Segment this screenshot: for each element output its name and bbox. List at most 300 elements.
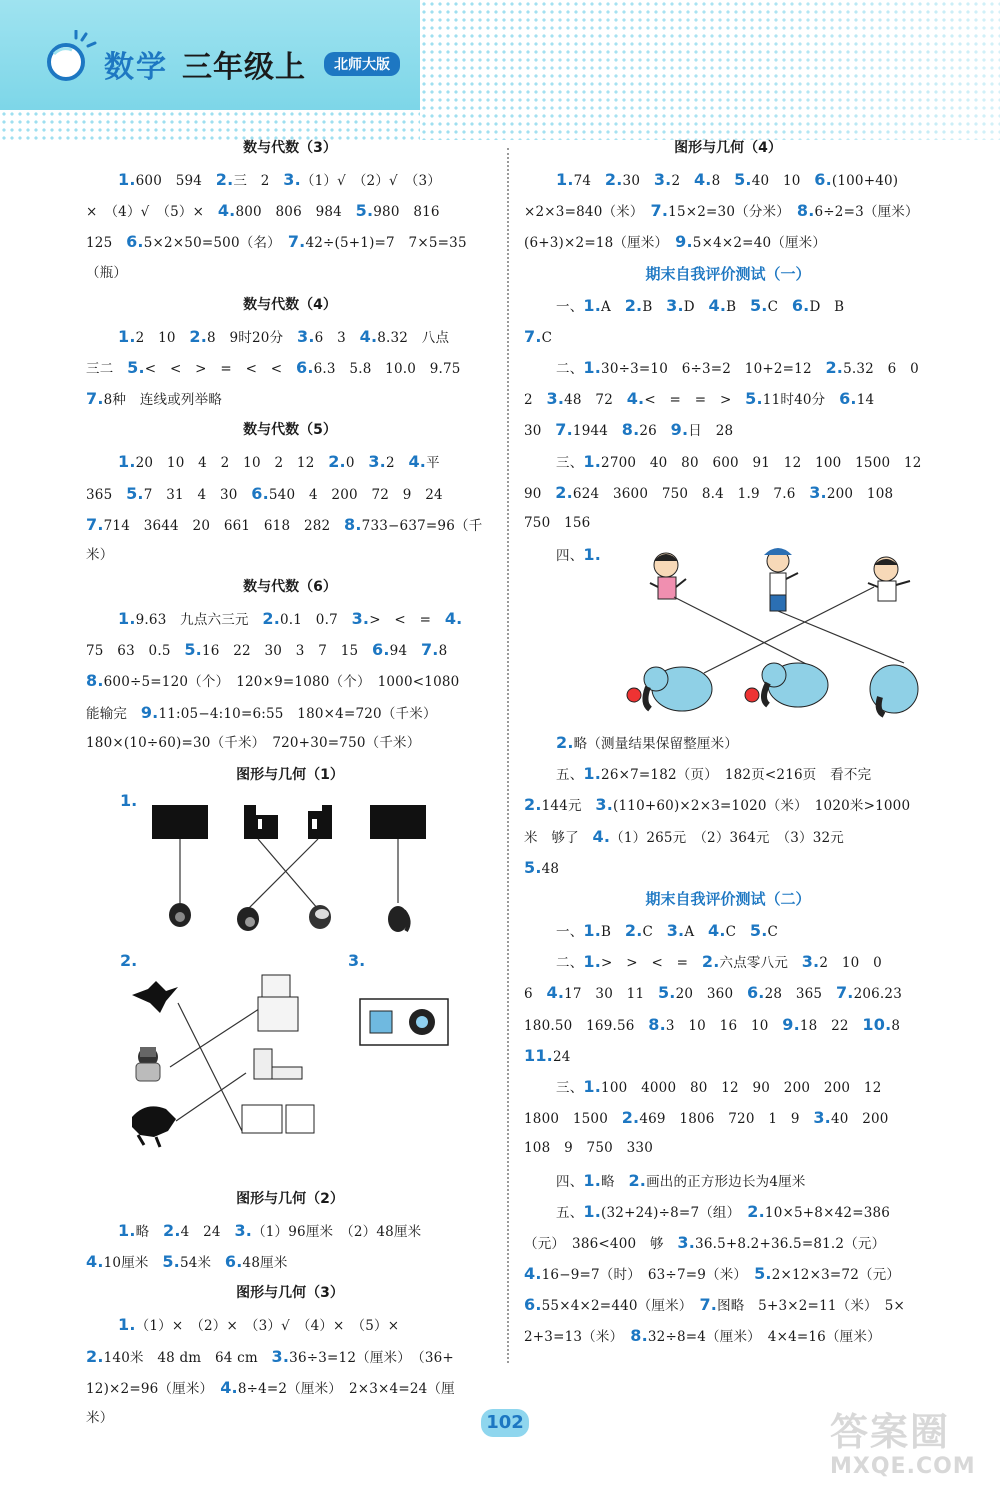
answer-text: 48 [541,860,560,877]
answer-text: 8 [711,173,735,189]
question-number: 3. [653,170,672,189]
answer-text: （元） 386<400 够 [524,1235,678,1252]
answer-line [524,446,932,477]
answer-text: 16−9=7（时） 63÷7=9（米） [541,1267,755,1284]
answer-text: 三、 [556,454,584,471]
question-number: 1. [118,326,136,346]
watermark: 答案圈 MXQE.COM [830,1410,976,1479]
answer-line [524,1165,932,1196]
answer-text: 206.23 [853,986,902,1003]
answer-text: 2×12×3=72（元） [771,1267,901,1284]
answer-text: 54米 [179,1255,225,1272]
question-number: 5. [734,170,752,189]
answer-lines [524,727,932,883]
section-title: 数与代数（5） [243,422,337,439]
question-number: 11. [524,1045,553,1065]
question-number: 6. [224,1252,243,1272]
question-number: 5. [749,295,768,315]
answer-text: 469 1806 720 1 9 [639,1111,814,1128]
answer-text: 能输完 [86,705,141,722]
answer-text: 米 够了 [524,829,593,846]
answer-text: 5×2×50=500（名） [143,235,288,252]
question-number: 4. [524,1264,542,1284]
answer-text: 42÷(5+1)=7 7×5=35 [305,235,467,252]
question-number: 6. [126,232,144,252]
section-title: 图形与几何（3） [236,1285,344,1302]
answer-text: 15×2=30（分米） [668,204,797,221]
question-number: 1. [583,295,602,315]
question-number: 4. [693,170,712,189]
answer-text: 94 [389,643,421,660]
answer-line [524,1289,932,1320]
section-title: 数与代数（4） [243,296,337,313]
answer-text: 55×4×2=440（厘米） [541,1298,700,1315]
answer-text: 26 [639,423,671,440]
answer-text: 6.3 5.8 10.0 9.75 [313,360,461,377]
answer-line [524,977,932,1008]
answer-line [524,352,932,383]
question-number: 5. [355,201,374,221]
answer-line [86,195,494,226]
answer-line [524,1227,932,1258]
answer-text: 30 [524,423,556,440]
question-number: 4. [444,609,463,629]
answer-line [86,1403,494,1434]
answer-text: 140米 48 dm 64 cm [103,1349,272,1366]
question-number: 4. [220,1377,238,1397]
answer-text: 20 10 4 2 10 2 12 [135,455,329,472]
question-number: 5. [745,389,763,409]
answer-text: 二、 [556,955,584,972]
answer-text: 略（测量结果保留整厘米） [573,736,739,753]
answer-line [524,727,932,758]
question-number: 3. [809,482,827,502]
question-number: 5. [524,857,542,877]
question-number: 4. [592,826,611,846]
answer-text: 日 28 [688,423,734,440]
answer-text: 40 200 [830,1111,889,1128]
answer-text: 略 [135,1224,164,1240]
answer-text: 75 63 0.5 [86,643,185,660]
question-number: 8. [630,1326,648,1346]
question-number: 1. [556,170,574,189]
answer-text: 6 3 [314,329,360,346]
question-number: 3. [595,795,614,815]
answer-line [524,508,932,539]
answer-lines [524,290,932,540]
answer-text: (32+24)÷8=7（组） [601,1204,748,1221]
question-number: 6. [839,389,857,409]
section [86,132,494,289]
question-number: 2. [556,733,574,753]
question-number: 2. [215,170,234,189]
answer-text: 米） [86,546,114,563]
answer-text: 2 10 0 [819,955,882,972]
question-number: 2. [825,357,844,377]
question-number: 7. [835,983,854,1003]
left-column [86,132,494,1434]
question-number: 4. [86,1252,104,1272]
answer-text: 714 3644 20 661 618 282 [103,517,345,534]
answer-text: 画出的正方形边长为4厘米 [646,1173,806,1190]
right-column [524,132,932,1352]
answer-text: （1）96厘米 （2）48厘米 [252,1224,422,1240]
answer-line [524,414,932,445]
answer-line [524,383,932,414]
answer-line [524,1040,932,1071]
sun-icon [40,30,98,88]
answer-text: 36÷3=12（厘米） （36+ [289,1349,454,1366]
answer-text: 48厘米 [242,1255,288,1272]
question-number: 4. [626,389,645,409]
question-number: 1. [583,1170,602,1190]
answer-text: × （4）√ （5）× [86,204,218,221]
question-number: 4. [217,201,236,221]
answer-text: < < > = < < [144,360,297,377]
question-number: 2. [524,795,542,815]
answer-line [524,946,932,977]
matching-figure-3: 四、1. [524,539,932,727]
answer-text: 五、 [556,1204,584,1221]
answer-line [524,789,932,820]
answer-text: 五、 [556,767,584,784]
answer-line [86,321,494,352]
answer-lines [86,446,494,571]
question-number: 2. [189,326,208,346]
answer-text: 10×5+8×42=386 [764,1204,891,1221]
answer-text: 三 2 [233,173,284,189]
question-number: 4. [708,295,727,315]
answer-text: 三二 [86,360,128,377]
question-number: 5. [754,1264,772,1284]
answer-line [86,697,494,728]
answer-text: 5×4×2=40（厘米） [692,235,827,252]
answer-text: 1800 1500 [524,1111,622,1128]
section [86,571,494,759]
question-number: 1. [118,609,136,629]
column-divider [507,148,509,1363]
answer-text: 750 156 [524,514,591,531]
answer-text: B [601,924,625,940]
question-number: 9. [675,232,693,252]
answer-text: 四、 [556,1173,584,1190]
question-number: 2. [747,1201,765,1221]
answer-text: 20 360 [675,986,747,1003]
answer-line [86,1309,494,1340]
answer-line [524,915,932,946]
question-number: 1. [583,764,602,784]
section-title: 图形与几何（2） [236,1191,344,1207]
answer-text: 0 [345,455,369,472]
answer-lines [524,915,932,1352]
section [86,1277,494,1434]
question-number: 3. [666,921,685,940]
question-number: 3. [271,1346,290,1366]
question-number: 2. [328,452,346,472]
answer-text: (6+3)×2=18（厘米） [524,235,676,252]
question-number: 1. [583,357,602,377]
question-number: 1. [583,1201,602,1221]
answer-lines [86,1215,494,1277]
question-number: 3. [351,609,370,629]
answer-line [86,164,494,195]
question-number: 10. [862,1014,892,1034]
question-number: 3. [677,1232,696,1252]
question-number: 2. [262,609,281,629]
answer-text: 90 [524,485,556,502]
question-number: 6. [814,170,832,189]
answer-line [86,383,494,414]
answer-text: 8 [438,643,448,660]
answer-text: 8÷4=2（厘米） 2×3×4=24（厘 [237,1380,455,1397]
answer-text: 40 10 [751,173,815,189]
question-number: 6. [524,1295,542,1315]
answer-text: 2 [524,392,547,409]
question-number: 1. [118,452,136,472]
question-number: 1. [583,952,602,972]
question-number: 2. [163,1221,181,1240]
answer-text: B [642,298,667,315]
book-title [104,44,400,84]
answer-text: 5.32 6 0 [843,360,919,377]
question-number: 3. [666,295,684,315]
question-number: 3. [234,1221,253,1240]
answer-line [86,352,494,383]
question-number: 4. [546,983,565,1003]
page-header [0,0,1000,140]
question-number: 8. [621,420,640,440]
question-number: 7. [86,514,104,534]
answer-line [86,446,494,477]
answer-text: C [541,329,553,346]
answer-text: C [725,924,750,940]
section [86,289,494,415]
answer-line [524,1009,932,1040]
answer-text: （1）265元 （2）364元 （3）32元 [610,829,845,846]
answer-text: 米） [86,1409,114,1426]
section-title: 图形与几何（1） [236,767,344,783]
answer-line [86,226,494,257]
shape-matching-illustration [86,951,494,1183]
question-number: 6. [746,983,765,1003]
answer-line [86,1246,494,1277]
question-number: 5. [749,921,768,940]
question-number: 5. [162,1252,180,1272]
matching-figure-1: 1. [86,791,494,951]
answer-text: 36.5+8.2+36.5=81.2（元） [695,1235,886,1252]
answer-text: 30 [622,173,654,189]
answer-text: 2 10 [135,329,190,346]
answer-text: < = = > [644,392,746,409]
answer-line [86,478,494,509]
answer-text: 略 [601,1173,629,1190]
answer-line [524,290,932,321]
answer-text: 6÷2=3（厘米） [814,204,919,221]
answer-text: 17 30 11 [564,986,658,1003]
answer-text: 六点零八元 [719,955,802,972]
question-number: 2. [86,1346,104,1366]
question-number: 1. [118,1221,136,1240]
answer-text: 6 [524,986,547,1003]
answer-line [524,821,932,852]
question-number: 2. [701,952,720,972]
answer-line [524,852,932,883]
question-number: 6. [251,483,269,503]
answer-text: 26×7=182（页） 182页<216页 看不完 [601,767,872,784]
answer-text: 11时40分 [762,392,840,409]
answer-line [86,1372,494,1403]
answer-line [524,1258,932,1289]
question-number: 8. [344,514,362,534]
question-number: 7. [650,201,669,221]
edition-badge: 北师大版 [324,52,400,76]
section [86,414,494,571]
question-number: 3. [813,1108,831,1128]
answer-text: A [601,298,625,315]
question-number: 2. [604,170,623,189]
answer-line [524,195,932,226]
page-number: 102 [481,1409,529,1437]
answer-line [86,1341,494,1372]
question-number: 9. [782,1014,800,1034]
question-number: 7. [699,1295,718,1315]
answer-lines [524,164,932,258]
answer-text: (100+40) [831,173,899,189]
answer-text: 9.63 九点六三元 [135,612,263,629]
answer-text: 200 108 [826,485,894,502]
answer-text: 365 [86,486,127,503]
answer-text: 2 [385,455,409,472]
subject: 数学 [104,50,168,85]
question-number: 5. [127,357,145,377]
section [86,759,494,1183]
answer-text: 10厘米 [103,1255,163,1272]
answer-text: 125 [86,235,127,252]
answer-line [86,540,494,571]
question-number: 5. [184,640,202,660]
question-number: 3. [546,389,565,409]
section [86,1183,494,1277]
section [524,132,932,258]
question-number: 2. [621,1108,640,1128]
view-matching-illustration [86,791,494,951]
question-number: 8. [796,201,815,221]
question-number: 3. [801,952,820,972]
section [524,883,932,1352]
answer-text: 7 31 4 30 [143,486,252,503]
answer-line [86,258,494,289]
question-number: 4. [408,452,427,472]
answer-text: (110+60)×2×3=1020（米） 1020米>1000 [613,798,911,815]
answer-text: 二、 [556,360,584,377]
answer-lines [86,1309,494,1434]
question-number: 4. [708,921,726,940]
answer-text: C [642,924,667,940]
answer-line [524,164,932,195]
answer-text: （瓶） [86,264,128,281]
answer-text: 0.1 0.7 [280,612,352,629]
question-number: 7. [287,232,306,252]
answer-line [86,665,494,696]
answer-text: 8种 连线或列举略 [103,392,223,409]
answer-line [86,603,494,634]
question-number: 8. [86,671,104,691]
answer-text: ×2×3=840（米） [524,204,651,221]
answer-text: 2 [671,173,694,189]
answer-text: 14 [856,392,875,409]
answer-text: 一、 [556,298,584,315]
children-elephants-illustration [524,539,932,727]
answer-text: 540 4 200 72 9 24 [268,486,443,503]
question-number: 5. [126,483,144,503]
answer-text: 24 [552,1048,571,1065]
answer-text: 100 4000 80 12 90 200 200 12 [601,1079,882,1096]
answer-line [524,758,932,789]
answer-text: C [767,298,792,315]
answer-text: > < = [369,612,445,629]
section-title: 图形与几何（4） [674,140,782,156]
question-number: 7. [524,326,542,346]
answer-text: > > < = [601,955,702,972]
answer-line [524,321,932,352]
question-number: 3. [368,452,386,472]
matching-figure-2: 2. 3. [86,951,494,1183]
answer-text: 图略 5+3×2=11（米） 5× [717,1298,905,1315]
question-number: 1. [118,170,136,189]
answer-line [524,226,932,257]
answer-text: 28 365 [764,986,836,1003]
answer-text: 11:05−4:10=6:55 180×4=720（千米） [158,705,437,722]
answer-text: 12)×2=96（厘米） [86,1380,221,1397]
answer-line [86,1215,494,1246]
answer-line [524,1071,932,1102]
answer-text: B [726,298,750,315]
question-number: 6. [296,357,314,377]
question-number: 2. [624,921,643,940]
answer-text: 800 806 984 [235,204,356,221]
answer-text: 180.50 169.56 [524,1017,649,1034]
grade: 三年级上 [182,50,306,85]
answer-line [524,477,932,508]
question-number: 1. [583,1076,602,1096]
answer-text: 8 9时20分 [207,329,297,346]
question-number: 7. [420,640,439,660]
answer-text: 16 22 30 3 7 15 [201,643,373,660]
question-number: 7. [86,389,104,409]
answer-text: 18 22 [799,1017,863,1034]
question-number: 1. [583,451,602,471]
question-number: 2. [628,1170,647,1190]
question-number: 2. [555,482,573,502]
answer-lines [86,164,494,289]
question-number: 8. [648,1014,666,1034]
answer-text: 平 [426,455,440,472]
answer-text: 980 816 [373,204,440,221]
answer-text: （1）√ （2）√ （3） [300,173,441,189]
answer-text: 108 9 750 330 [524,1140,653,1157]
answer-text: 8 [891,1017,901,1034]
question-number: 2. [624,295,643,315]
answer-text: 600 594 [135,173,216,189]
answer-lines [86,603,494,759]
question-number: 1. [583,921,602,940]
answer-text: 600÷5=120（个） 120×9=1080（个） 1000<1080 [103,674,460,691]
answer-text: 2700 40 80 600 91 12 100 1500 12 [601,454,922,471]
answer-text: 180×(10÷60)=30（千米） 720+30=750（千米） [86,734,421,751]
question-number: 1. [118,1315,136,1335]
answer-line [86,728,494,759]
answer-text: 三、 [556,1079,584,1096]
